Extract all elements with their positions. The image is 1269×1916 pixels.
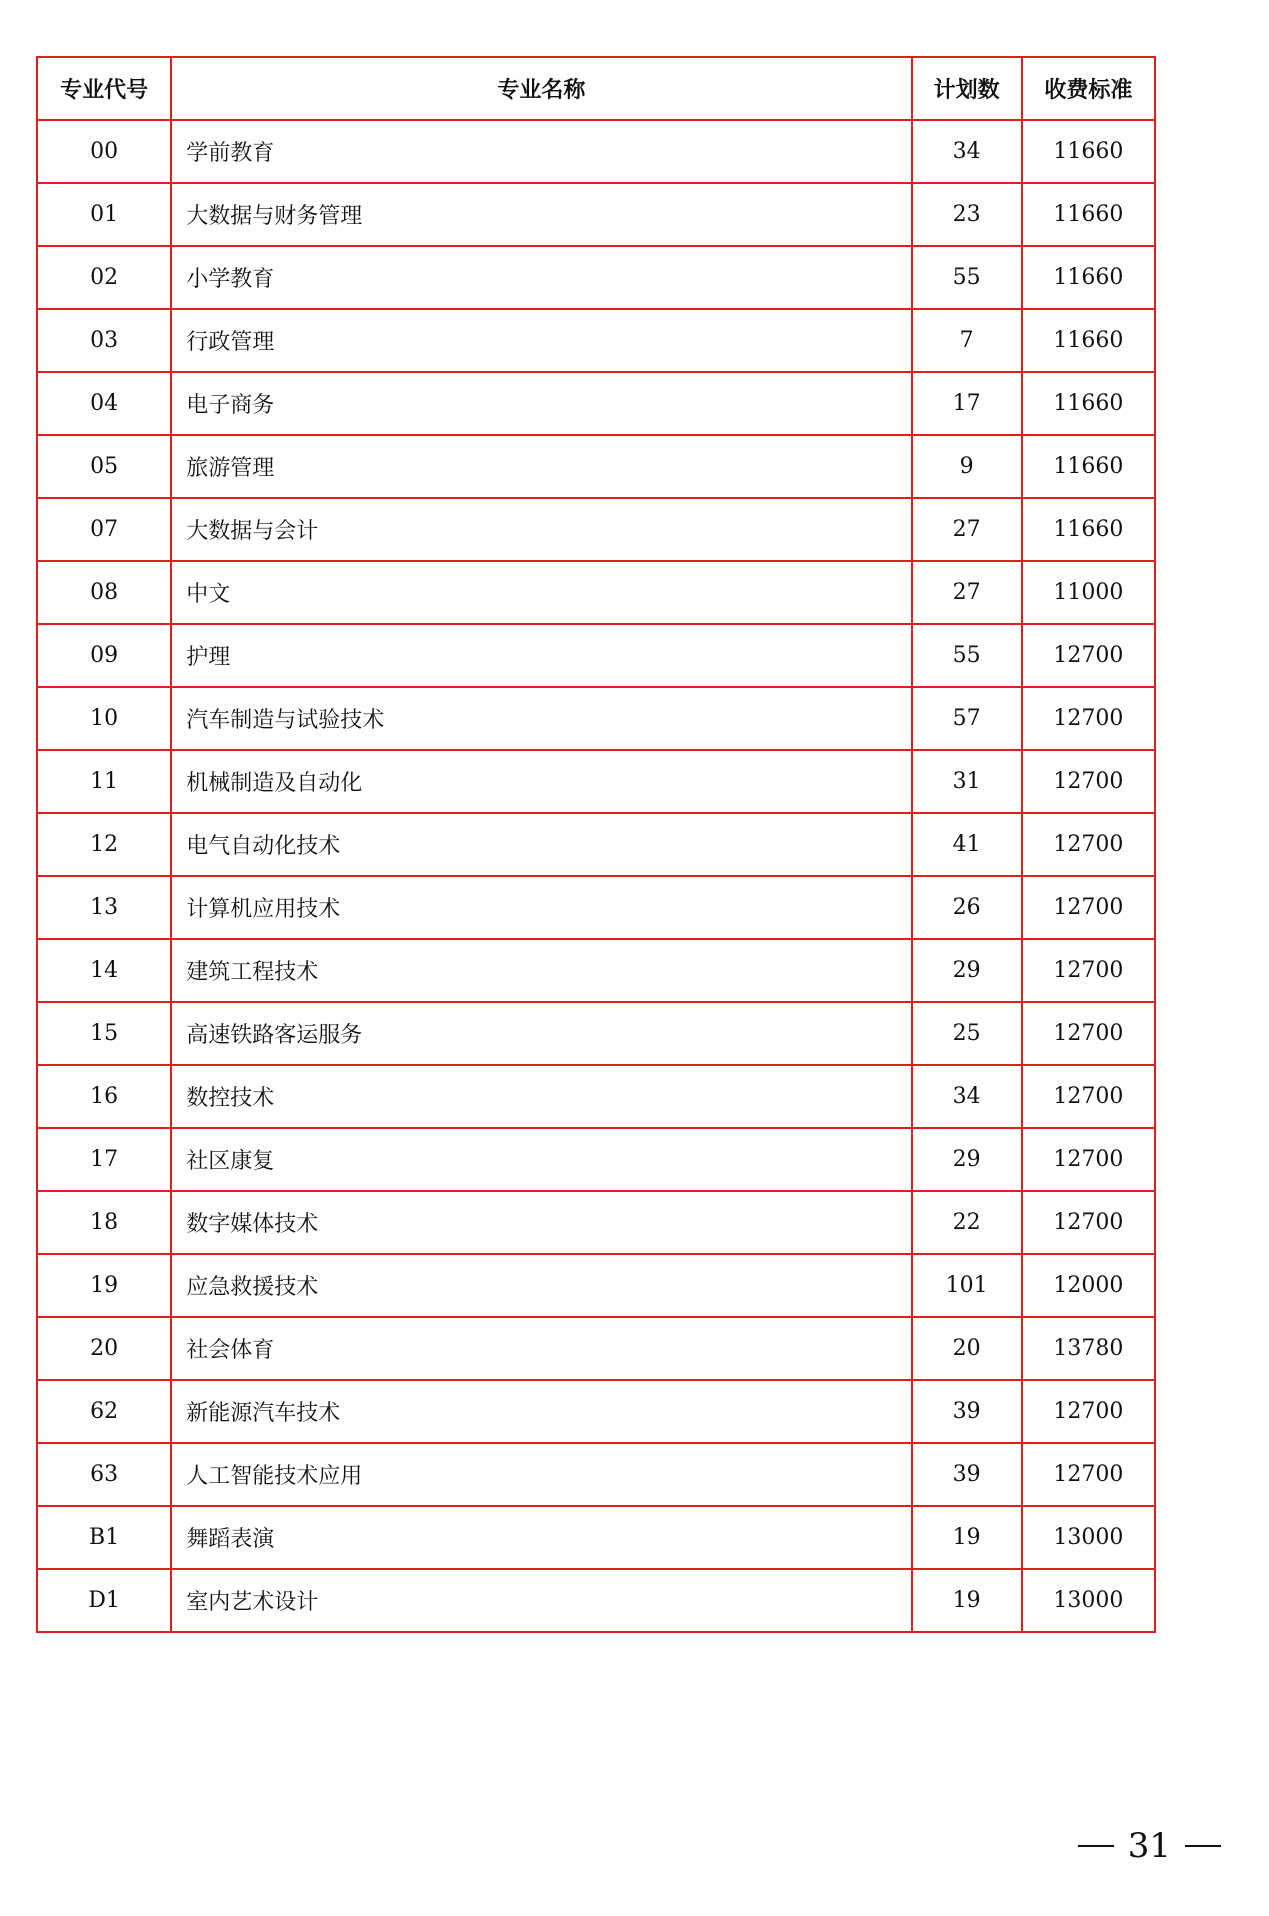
major-code-cell: 12	[37, 813, 171, 876]
table-row	[37, 624, 1155, 687]
major-name-cell: 小学教育	[171, 246, 911, 309]
plan-count-cell: 55	[912, 624, 1022, 687]
major-code-cell: 05	[37, 435, 171, 498]
major-code-cell: 02	[37, 246, 171, 309]
header-major-code: 专业代号	[37, 57, 171, 120]
plan-count-cell: 7	[912, 309, 1022, 372]
plan-count-cell: 34	[912, 1065, 1022, 1128]
plan-count-cell: 26	[912, 876, 1022, 939]
fee-cell: 11660	[1022, 246, 1155, 309]
major-code-cell: 01	[37, 183, 171, 246]
major-code-cell: 03	[37, 309, 171, 372]
major-name-cell: 汽车制造与试验技术	[171, 687, 911, 750]
fee-cell: 12700	[1022, 1380, 1155, 1443]
header-row	[37, 57, 1155, 120]
fee-cell: 12700	[1022, 750, 1155, 813]
plan-count-cell: 17	[912, 372, 1022, 435]
table-row	[37, 1191, 1155, 1254]
fee-cell: 12700	[1022, 1443, 1155, 1506]
major-name-cell: 电子商务	[171, 372, 911, 435]
major-name-cell: 社会体育	[171, 1317, 911, 1380]
major-name-cell: 机械制造及自动化	[171, 750, 911, 813]
fee-cell: 11660	[1022, 183, 1155, 246]
plan-count-cell: 9	[912, 435, 1022, 498]
table-row	[37, 1569, 1155, 1632]
table-row	[37, 876, 1155, 939]
major-code-cell: 18	[37, 1191, 171, 1254]
major-name-cell: 大数据与财务管理	[171, 183, 911, 246]
major-code-cell: 11	[37, 750, 171, 813]
major-name-cell: 舞蹈表演	[171, 1506, 911, 1569]
major-name-cell: 计算机应用技术	[171, 876, 911, 939]
plan-count-cell: 22	[912, 1191, 1022, 1254]
fee-cell: 12700	[1022, 1191, 1155, 1254]
major-code-cell: 62	[37, 1380, 171, 1443]
table-row	[37, 1128, 1155, 1191]
table-row	[37, 813, 1155, 876]
major-name-cell: 护理	[171, 624, 911, 687]
header-major-name: 专业名称	[171, 57, 911, 120]
plan-count-cell: 19	[912, 1569, 1022, 1632]
major-plan-table	[36, 56, 1156, 1633]
table-row	[37, 435, 1155, 498]
major-code-cell: 13	[37, 876, 171, 939]
major-name-cell: 新能源汽车技术	[171, 1380, 911, 1443]
table-header	[37, 57, 1155, 120]
fee-cell: 11660	[1022, 309, 1155, 372]
table-row	[37, 1065, 1155, 1128]
plan-count-cell: 19	[912, 1506, 1022, 1569]
major-code-cell: 16	[37, 1065, 171, 1128]
major-code-cell: 10	[37, 687, 171, 750]
fee-cell: 12700	[1022, 624, 1155, 687]
major-code-cell: 07	[37, 498, 171, 561]
fee-cell: 13000	[1022, 1506, 1155, 1569]
plan-count-cell: 39	[912, 1380, 1022, 1443]
plan-count-cell: 31	[912, 750, 1022, 813]
major-code-cell: 15	[37, 1002, 171, 1065]
major-name-cell: 大数据与会计	[171, 498, 911, 561]
header-fee-standard: 收费标准	[1022, 57, 1155, 120]
plan-count-cell: 27	[912, 498, 1022, 561]
major-code-cell: 14	[37, 939, 171, 1002]
fee-cell: 11660	[1022, 498, 1155, 561]
major-name-cell: 行政管理	[171, 309, 911, 372]
fee-cell: 12700	[1022, 813, 1155, 876]
table-row	[37, 246, 1155, 309]
major-name-cell: 学前教育	[171, 120, 911, 183]
major-code-cell: 20	[37, 1317, 171, 1380]
major-code-cell: 19	[37, 1254, 171, 1317]
major-name-cell: 社区康复	[171, 1128, 911, 1191]
major-name-cell: 人工智能技术应用	[171, 1443, 911, 1506]
major-name-cell: 旅游管理	[171, 435, 911, 498]
table-row	[37, 1002, 1155, 1065]
fee-cell: 13000	[1022, 1569, 1155, 1632]
major-code-cell: 63	[37, 1443, 171, 1506]
plan-count-cell: 39	[912, 1443, 1022, 1506]
fee-cell: 12000	[1022, 1254, 1155, 1317]
fee-cell: 13780	[1022, 1317, 1155, 1380]
major-code-cell: 04	[37, 372, 171, 435]
major-name-cell: 电气自动化技术	[171, 813, 911, 876]
plan-count-cell: 57	[912, 687, 1022, 750]
table-row	[37, 372, 1155, 435]
plan-count-cell: 29	[912, 1128, 1022, 1191]
fee-cell: 11000	[1022, 561, 1155, 624]
major-code-cell: D1	[37, 1569, 171, 1632]
table-row	[37, 561, 1155, 624]
table-row	[37, 1380, 1155, 1443]
plan-count-cell: 101	[912, 1254, 1022, 1317]
fee-cell: 12700	[1022, 687, 1155, 750]
plan-count-cell: 29	[912, 939, 1022, 1002]
table-row	[37, 750, 1155, 813]
fee-cell: 12700	[1022, 1002, 1155, 1065]
table-row	[37, 1443, 1155, 1506]
table-body	[37, 120, 1155, 1632]
table-row	[37, 1317, 1155, 1380]
plan-count-cell: 34	[912, 120, 1022, 183]
major-name-cell: 数控技术	[171, 1065, 911, 1128]
major-name-cell: 室内艺术设计	[171, 1569, 911, 1632]
table-row	[37, 498, 1155, 561]
page-number-text: 31	[1127, 1826, 1171, 1866]
major-code-cell: 09	[37, 624, 171, 687]
fee-cell: 12700	[1022, 1065, 1155, 1128]
plan-count-cell: 55	[912, 246, 1022, 309]
dash-left	[1078, 1845, 1114, 1847]
table-row	[37, 183, 1155, 246]
table-row	[37, 120, 1155, 183]
plan-count-cell: 23	[912, 183, 1022, 246]
table-row	[37, 1506, 1155, 1569]
major-code-cell: 17	[37, 1128, 171, 1191]
fee-cell: 11660	[1022, 372, 1155, 435]
plan-count-cell: 25	[912, 1002, 1022, 1065]
header-plan-count: 计划数	[912, 57, 1022, 120]
major-name-cell: 数字媒体技术	[171, 1191, 911, 1254]
fee-cell: 12700	[1022, 1128, 1155, 1191]
fee-cell: 12700	[1022, 876, 1155, 939]
table-row	[37, 1254, 1155, 1317]
major-name-cell: 建筑工程技术	[171, 939, 911, 1002]
major-code-cell: B1	[37, 1506, 171, 1569]
major-name-cell: 高速铁路客运服务	[171, 1002, 911, 1065]
dash-right	[1185, 1845, 1221, 1847]
plan-count-cell: 20	[912, 1317, 1022, 1380]
major-name-cell: 应急救援技术	[171, 1254, 911, 1317]
table-row	[37, 687, 1155, 750]
major-code-cell: 08	[37, 561, 171, 624]
plan-count-cell: 41	[912, 813, 1022, 876]
fee-cell: 11660	[1022, 435, 1155, 498]
major-name-cell: 中文	[171, 561, 911, 624]
fee-cell: 12700	[1022, 939, 1155, 1002]
table-row	[37, 309, 1155, 372]
fee-cell: 11660	[1022, 120, 1155, 183]
page-number	[1078, 1826, 1221, 1866]
major-code-cell: 00	[37, 120, 171, 183]
table-row	[37, 939, 1155, 1002]
plan-count-cell: 27	[912, 561, 1022, 624]
